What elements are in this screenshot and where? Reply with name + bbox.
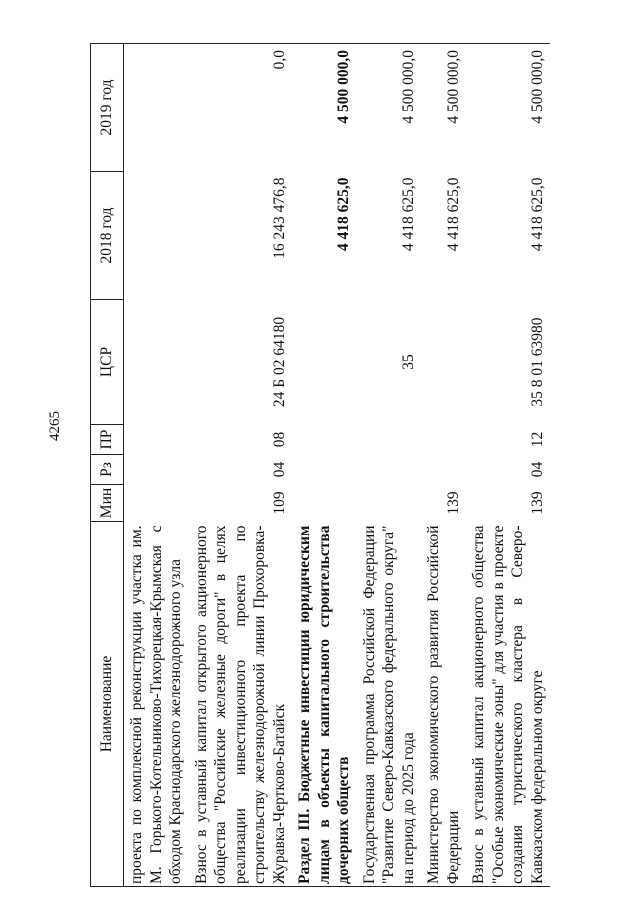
row-name: Государственная программа Российской Федерации "Развитие Северо-Кавказского федерального округа" на период до 2025 года bbox=[357, 522, 422, 887]
row-csr bbox=[124, 300, 189, 425]
row-min bbox=[357, 485, 422, 522]
row-name: Взнос в уставный капитал акционерного общества "Особые экономические зоны" для участия в проекте создания туристического кластера в Северо-Кавказском федеральном округе bbox=[466, 522, 550, 887]
row-min: 139 bbox=[528, 491, 546, 515]
header-rz: Рз bbox=[91, 455, 124, 485]
row-name: Раздел III. Бюджетные инвестиции юридическим лицам в объекты капитального строительства дочерних обществ bbox=[292, 522, 357, 887]
row-rz bbox=[357, 455, 422, 485]
row-pr: 08 bbox=[270, 431, 288, 448]
row-min bbox=[124, 485, 189, 522]
row-rz: 04 bbox=[528, 461, 546, 478]
row-2018: 4 418 625,0 bbox=[335, 177, 352, 252]
table-row bbox=[124, 44, 189, 887]
row-rz: 04 bbox=[270, 461, 288, 478]
row-min bbox=[292, 485, 357, 522]
row-csr bbox=[292, 300, 357, 425]
row-2018: 4 418 625,0 bbox=[399, 177, 417, 252]
table-row bbox=[357, 44, 422, 887]
header-2018: 2018 год bbox=[91, 172, 124, 300]
row-min: 109 bbox=[270, 491, 288, 515]
row-pr bbox=[292, 425, 357, 455]
row-2019 bbox=[124, 44, 189, 172]
row-2019: 4 500 000,0 bbox=[466, 44, 550, 172]
row-name: Взнос в уставный капитал открытого акционерного общества "Российские железные дороги" в целях реализации инвестиционного проекта по строительству железнодорожной линии Прохоровка-Журавка-Чертково-Батайск bbox=[189, 522, 293, 887]
row-csr: 35 bbox=[399, 354, 417, 370]
row-csr: 35 8 01 63980 bbox=[528, 317, 546, 407]
row-2019: 0,0 bbox=[189, 44, 293, 172]
header-name: Наименование bbox=[91, 522, 124, 887]
row-rz bbox=[421, 455, 466, 485]
table-row bbox=[466, 44, 550, 887]
row-min: 139 bbox=[444, 491, 462, 515]
rotated-page-content bbox=[90, 42, 620, 887]
row-2018 bbox=[124, 172, 189, 300]
row-2019: 4 500 000,0 bbox=[357, 44, 422, 172]
header-pr: ПР bbox=[91, 425, 124, 455]
page-number: 4265 bbox=[47, 411, 63, 441]
table-header-row bbox=[91, 44, 124, 887]
header-min: Мин bbox=[91, 485, 124, 522]
row-rz bbox=[292, 455, 357, 485]
budget-table bbox=[90, 43, 550, 887]
row-pr bbox=[124, 425, 189, 455]
row-csr bbox=[421, 300, 466, 425]
row-rz bbox=[124, 455, 189, 485]
row-pr: 12 bbox=[528, 431, 546, 448]
row-2019: 4 500 000,0 bbox=[421, 44, 466, 172]
row-pr bbox=[357, 425, 422, 455]
row-2018: 16 243 476,8 bbox=[270, 177, 288, 259]
table-row bbox=[292, 44, 357, 887]
table-row bbox=[189, 44, 293, 887]
row-2019: 4 500 000,0 bbox=[292, 44, 357, 172]
row-2018: 4 418 625,0 bbox=[528, 177, 546, 252]
header-csr: ЦСР bbox=[91, 300, 124, 425]
row-name: Министерство экономического развития Российской Федерации bbox=[421, 522, 466, 887]
row-pr bbox=[421, 425, 466, 455]
row-csr: 24 Б 02 64180 bbox=[270, 316, 288, 408]
header-2019: 2019 год bbox=[91, 44, 124, 172]
row-name: проекта по комплексной реконструкции участка им. М. Горького-Котельниково-Тихорецкая-Крымская с обходом Краснодарского железнодорожного узла bbox=[124, 522, 189, 887]
row-2018: 4 418 625,0 bbox=[444, 177, 462, 252]
table-row bbox=[421, 44, 466, 887]
